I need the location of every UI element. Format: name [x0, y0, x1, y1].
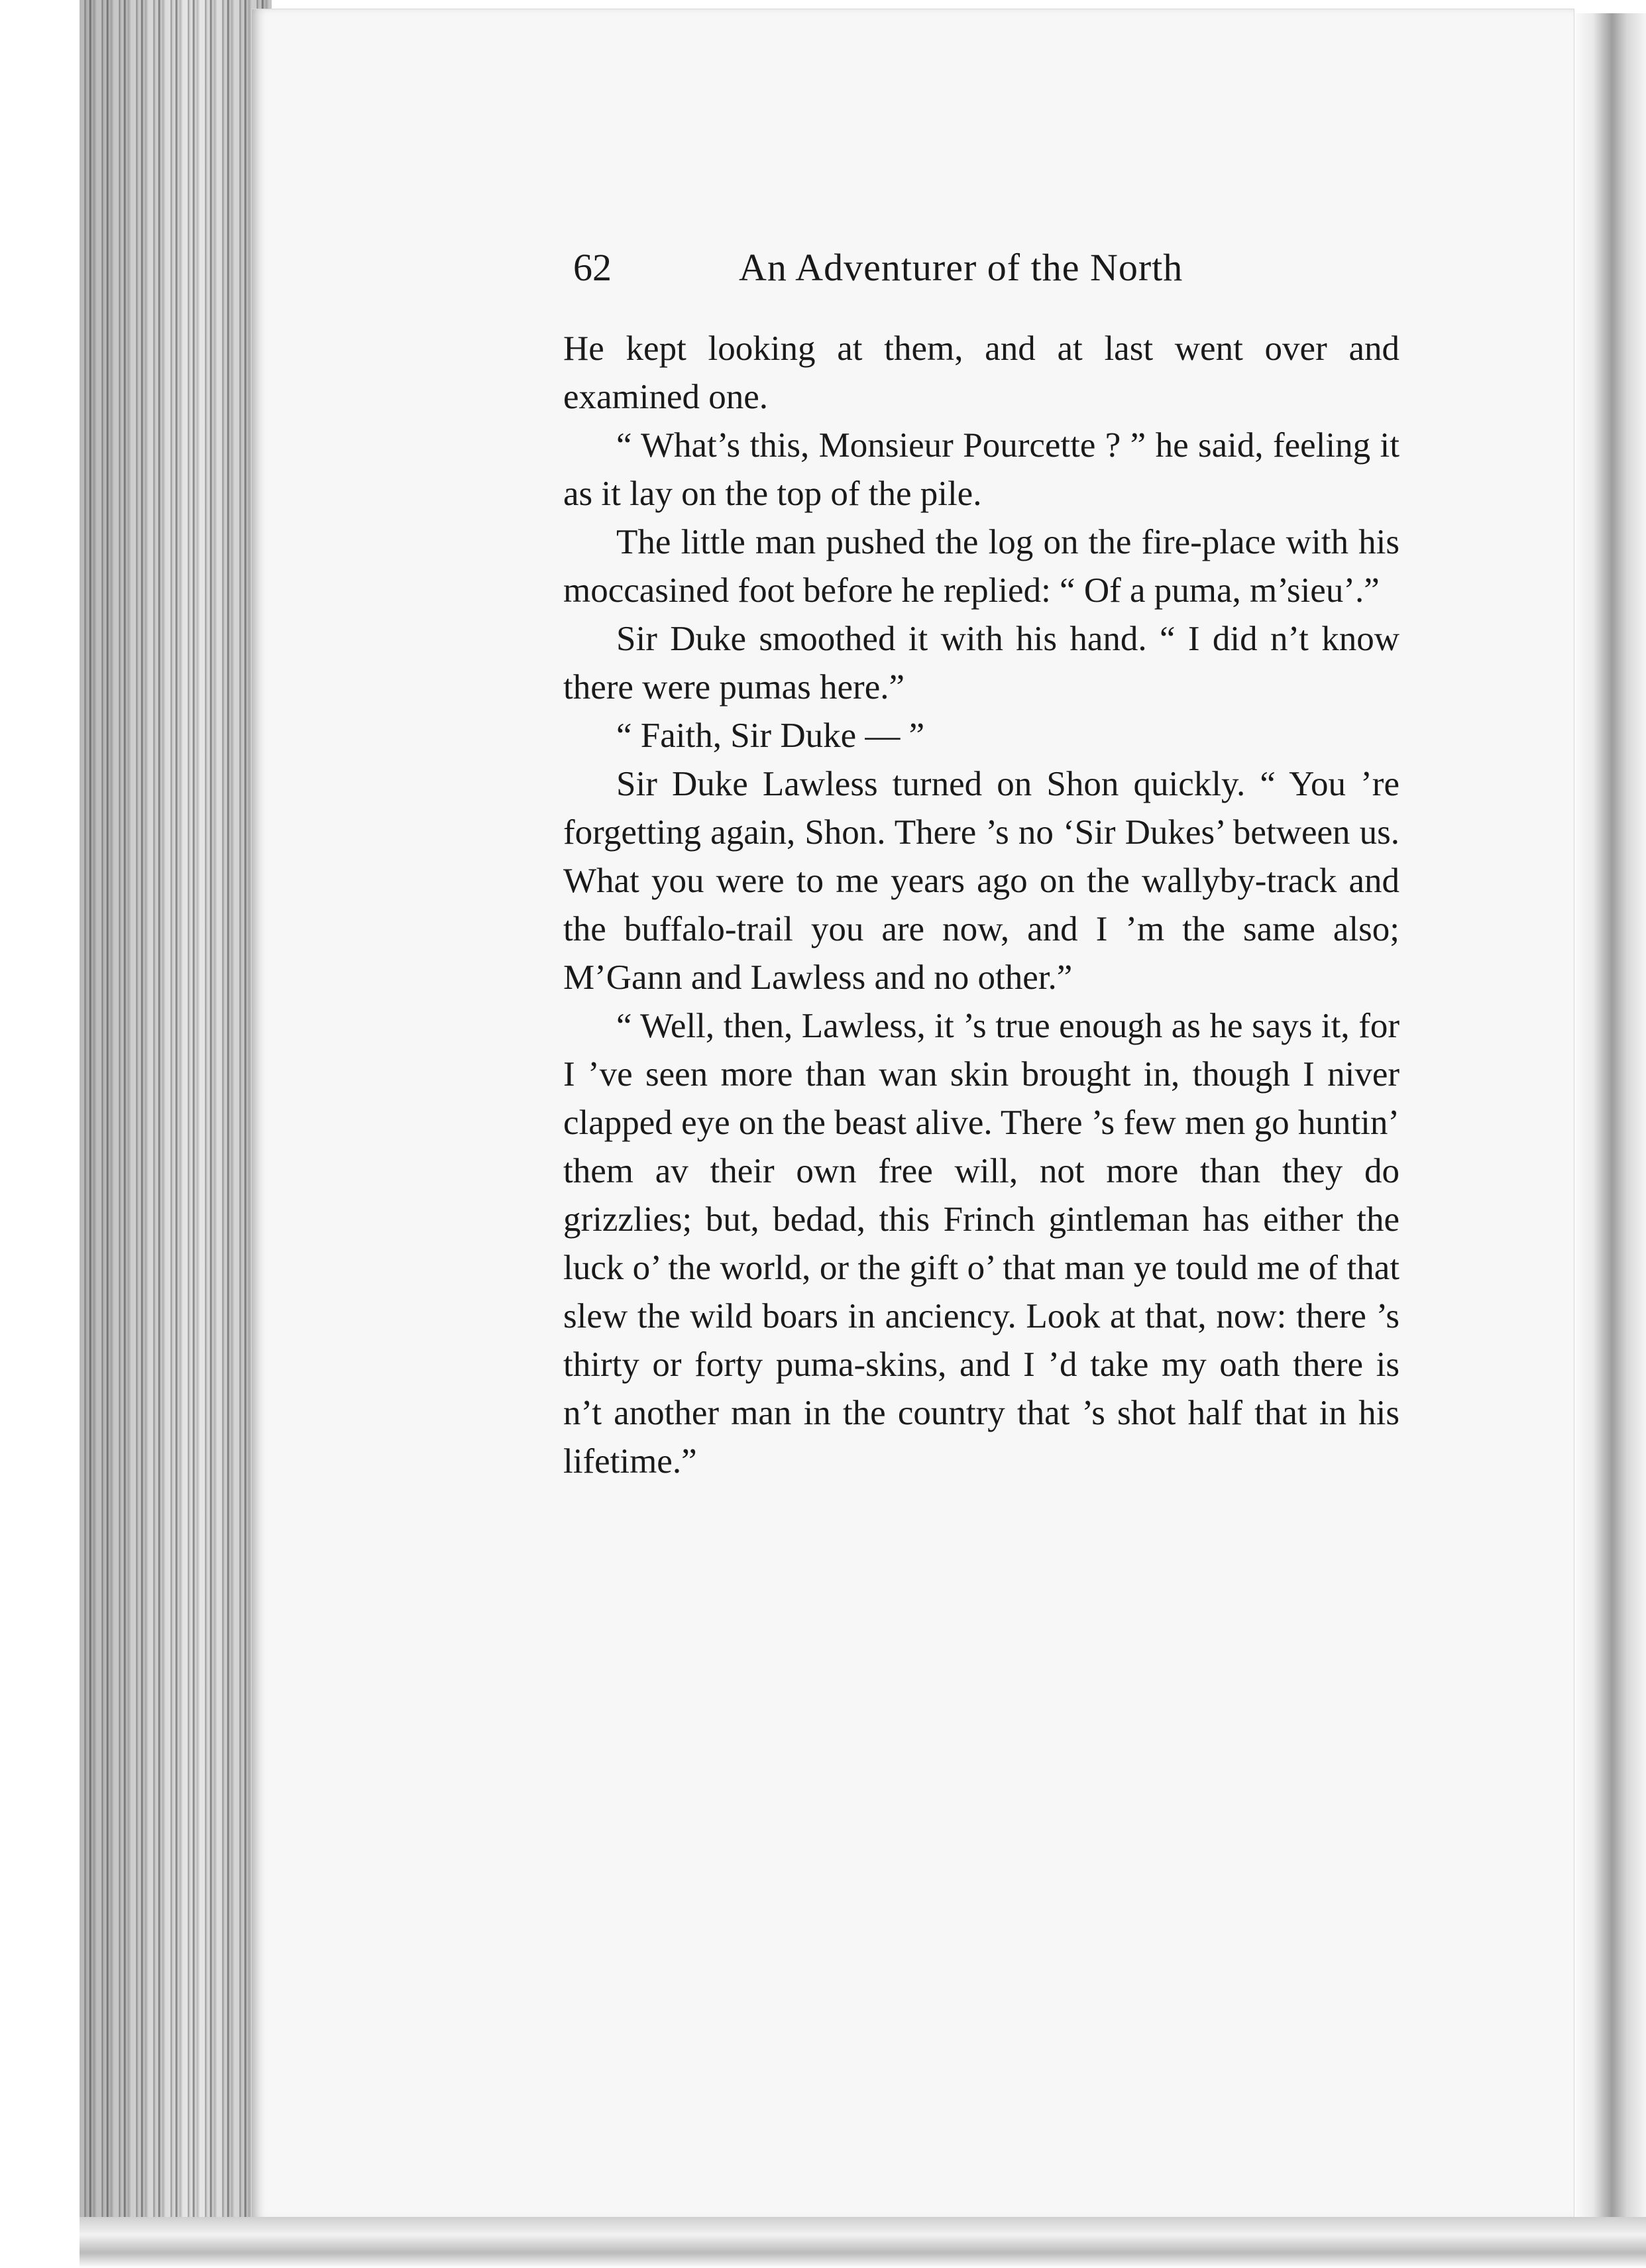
paragraph: “ What’s this, Monsieur Pourcette ? ” he said, feeling it as it lay on the top of the pile. [563, 426, 1399, 513]
book-bottom-edge [80, 2217, 1646, 2268]
paragraph: Sir Duke smoothed it with his hand. “ I did n’t know there were pumas here.” [563, 620, 1399, 707]
running-header [573, 245, 1242, 298]
page-number: 62 [573, 246, 612, 289]
paragraph: The little man pushed the log on the fire-place with his moccasined foot before he replied: “ Of a puma, m’sieu’.” [563, 523, 1399, 610]
paragraph: “ Well, then, Lawless, it ’s true enough as he says it, for I ’ve seen more than wan skin brought in, though I niver clapped eye on the beast alive. There ’s few men go huntin’ them av their own free will, not more than they do grizzlies; but, bedad, this Frinch gintleman has either the luck o’ the world, or the gift o’ that man ye tould me of that slew the wild boars in anciency. Look at that, now: there ’s thirty or forty puma-skins, and I ’d take my oath there is n’t another man in the country that ’s shot half that in his lifetime.” [563, 1007, 1399, 1481]
page-edges-shadow [80, 0, 272, 2268]
paragraph: “ Faith, Sir Duke — ” [616, 716, 925, 755]
paragraph: Sir Duke Lawless turned on Shon quickly. “ You ’re forgetting again, Shon. There ’s no ‘Sir Dukes’ between us. What you were to me years ago on the wallyby-track and the buffalo-trail you are now, and I ’m the same also; M’Gann and Lawless and no other.” [563, 765, 1399, 997]
book-cover-edge-right [1570, 13, 1646, 2217]
body-text [563, 325, 1399, 1486]
running-title: An Adventurer of the North [739, 246, 1183, 289]
paragraph: He kept looking at them, and at last went over and examined one. [563, 329, 1399, 416]
